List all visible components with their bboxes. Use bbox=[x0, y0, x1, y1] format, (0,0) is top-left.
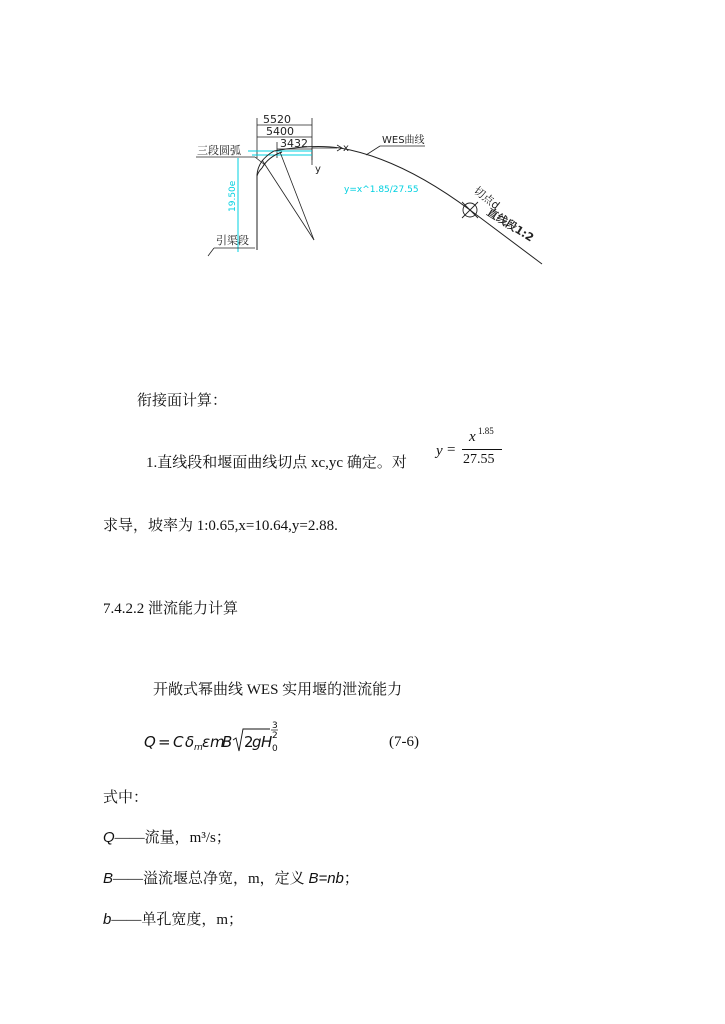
formula-numerator-base: x bbox=[469, 429, 476, 445]
fraction-bar bbox=[462, 449, 502, 450]
where-label: 式中： bbox=[103, 790, 149, 806]
svg-text:2: 2 bbox=[272, 731, 278, 741]
section-title: 7.4.2.2 泄流能力计算 bbox=[103, 601, 239, 617]
svg-text:C: C bbox=[173, 733, 184, 751]
symbol-Q: Q bbox=[103, 829, 115, 846]
cyan-guides bbox=[238, 151, 312, 252]
svg-text:H: H bbox=[261, 733, 273, 751]
wes-equation: y=x^1.85/27.55 bbox=[344, 185, 419, 195]
intro-wes: 开敞式幂曲线 WES 实用堰的泄流能力 bbox=[153, 682, 403, 698]
def-b-text: ——单孔宽度，m； bbox=[111, 912, 244, 928]
dim-5520: 5520 bbox=[263, 113, 291, 126]
x-axis-label: x bbox=[343, 143, 349, 154]
label-three-arcs: 三段圆弧 bbox=[197, 144, 241, 157]
formula-lhs: y bbox=[436, 443, 443, 459]
derivation-line: 求导，坡率为 1:0.65,x=10.64,y=2.88. bbox=[103, 518, 338, 534]
symbol-B: B bbox=[103, 870, 114, 887]
def-b bbox=[103, 908, 243, 929]
formula-number: (7-6) bbox=[389, 734, 419, 750]
svg-text:Q: Q bbox=[144, 733, 156, 751]
formula-numerator-exp: 1.85 bbox=[478, 426, 494, 436]
svg-text:g: g bbox=[252, 733, 262, 751]
y-axis-label: y bbox=[315, 164, 321, 175]
label-channel: 引渠段 bbox=[216, 234, 249, 247]
svg-text:0: 0 bbox=[272, 744, 278, 754]
construction-lines bbox=[262, 152, 314, 240]
svg-text:=: = bbox=[158, 733, 171, 751]
symbol-b: b bbox=[103, 911, 112, 928]
svg-text:3: 3 bbox=[272, 721, 278, 731]
weir-upstream bbox=[257, 151, 282, 250]
label-wes-curve: WES曲线 bbox=[382, 135, 425, 146]
def-B-end: ； bbox=[343, 871, 359, 887]
dim-vertical: 19.50e bbox=[228, 180, 238, 212]
heading-connection: 衔接面计算： bbox=[137, 393, 228, 409]
weir-profile-figure bbox=[0, 0, 725, 300]
tangent-point-symbol bbox=[462, 202, 478, 218]
svg-text:2: 2 bbox=[244, 733, 254, 751]
dim-5400: 5400 bbox=[266, 125, 294, 138]
svg-text:m: m bbox=[210, 733, 225, 751]
formula-denominator: 27.55 bbox=[463, 452, 495, 467]
def-B bbox=[103, 867, 359, 888]
svg-text:ε: ε bbox=[202, 733, 211, 751]
def-B-text: ——溢流堰总净宽，m，定义 bbox=[113, 871, 309, 887]
def-Q bbox=[103, 826, 231, 847]
wes-curve bbox=[274, 147, 470, 210]
discharge-formula bbox=[144, 718, 294, 760]
formula-eq: = bbox=[447, 442, 456, 458]
svg-text:δ: δ bbox=[185, 733, 195, 751]
def-Q-text: ——流量，m³/s； bbox=[114, 830, 231, 846]
svg-text:B: B bbox=[222, 733, 233, 751]
item1-line: 1.直线段和堰面曲线切点 xc,yc 确定。对 bbox=[146, 455, 407, 471]
label-tangent-point: 切点d bbox=[471, 184, 502, 213]
svg-text:m: m bbox=[194, 743, 203, 753]
item1-formula bbox=[436, 428, 506, 470]
label-straight-segment: 直线段1:2 bbox=[484, 205, 537, 245]
dim-3432: 3432 bbox=[280, 137, 308, 150]
def-B-eq: B=nb bbox=[308, 870, 344, 887]
